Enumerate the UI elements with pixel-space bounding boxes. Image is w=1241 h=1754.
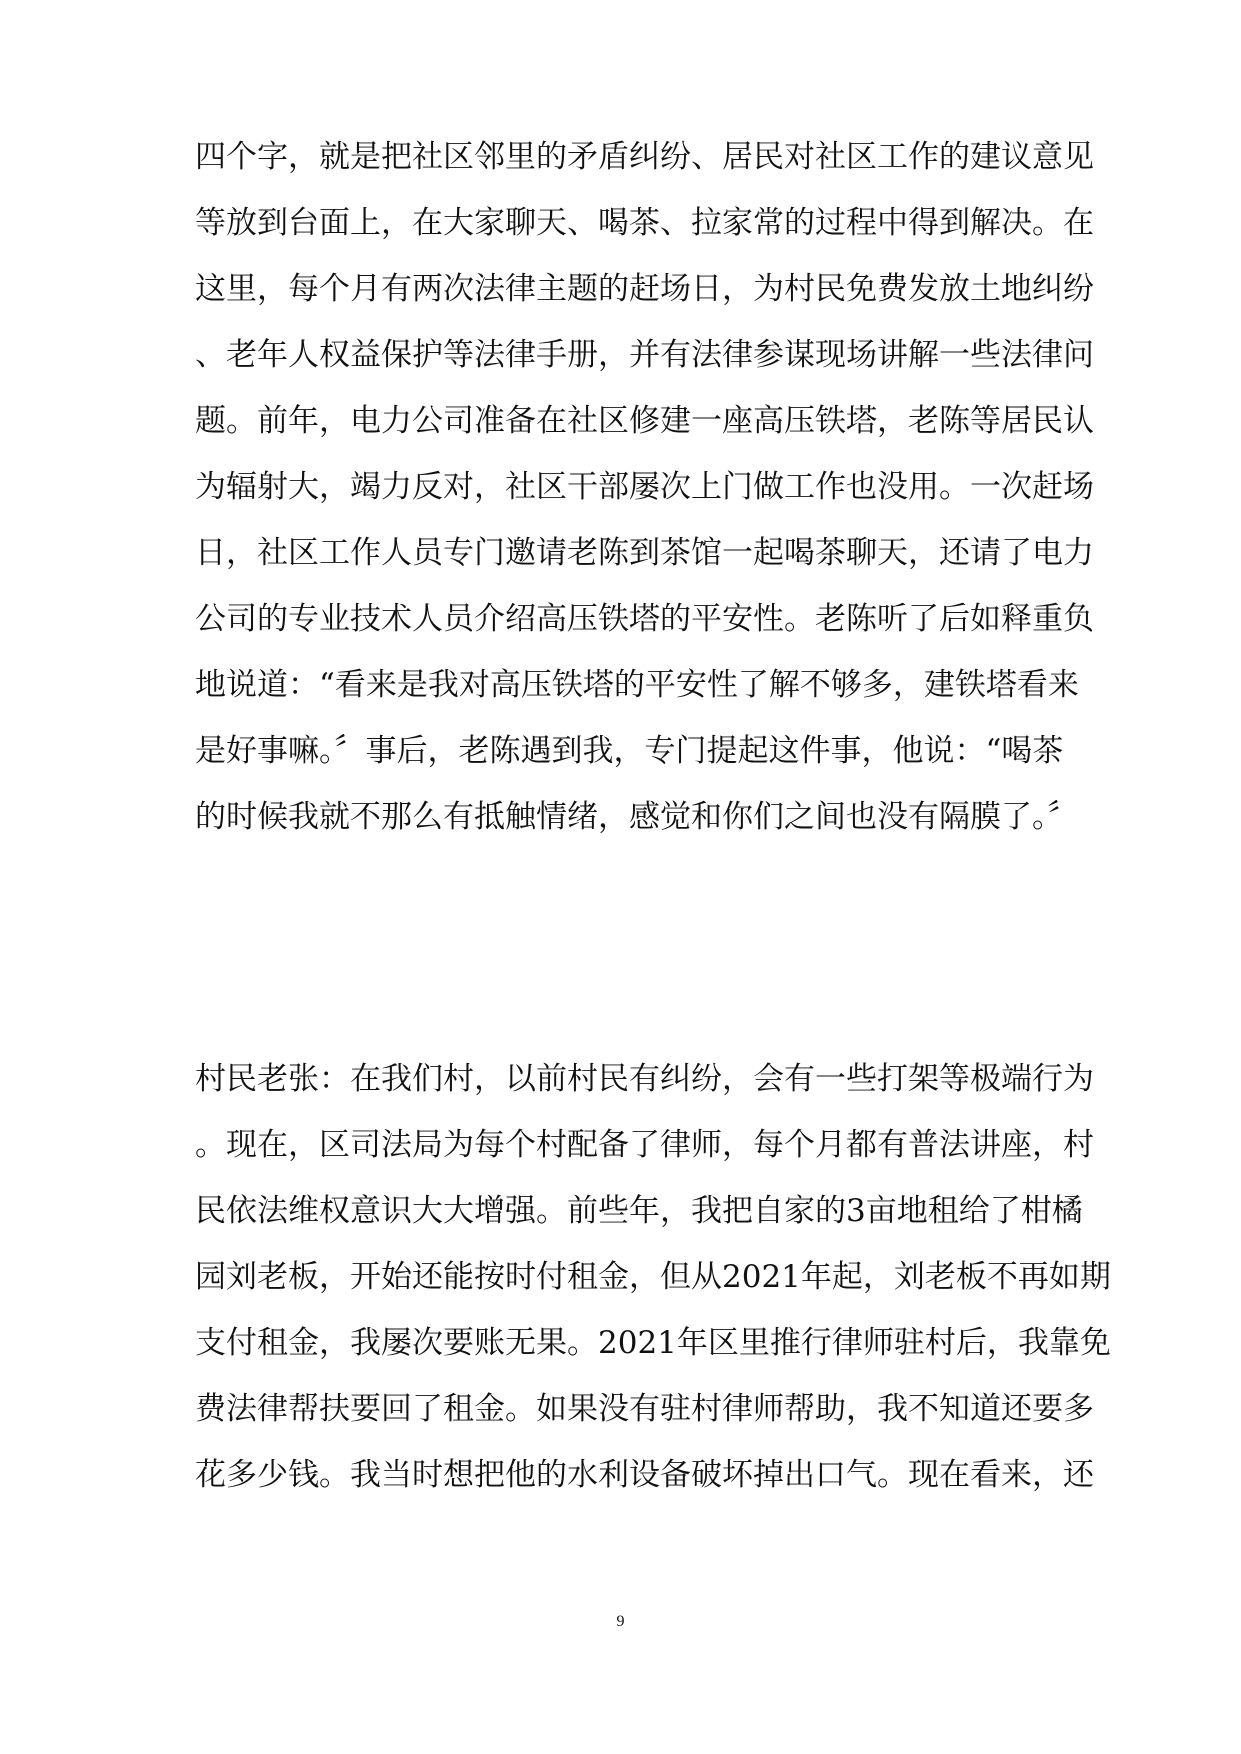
- text-line: 题。前年，电力公司准备在社区修建一座高压铁塔，老陈等居民认: [195, 403, 1094, 439]
- page-number: 9: [616, 1613, 625, 1630]
- text-line: 是好事嘛。〞事后，老陈遇到我，专门提起这件事，他说：“喝茶: [195, 733, 1064, 769]
- text-line: 花多少钱。我当时想把他的水利设备破坏掉出口气。现在看来，还: [195, 1457, 1094, 1493]
- text-line: 地说道：“看来是我对高压铁塔的平安性了解不够多，建铁塔看来: [195, 667, 1079, 703]
- text-line: 的时候我就不那么有抵触情绪，感觉和你们之间也没有隔膜了。〞: [195, 799, 1079, 835]
- text-line: 等放到台面上，在大家聊天、喝茶、拉家常的过程中得到解决。在: [195, 205, 1094, 241]
- text-line: 为辐射大，竭力反对，社区干部屡次上门做工作也没用。一次赶场: [195, 469, 1094, 505]
- text-line: 公司的专业技术人员介绍高压铁塔的平安性。老陈听了后如释重负: [195, 601, 1094, 637]
- text-line: 村民老张：在我们村，以前村民有纠纷，会有一些打架等极端行为: [195, 1061, 1094, 1097]
- text-line: 四个字，就是把社区邻里的矛盾纠纷、居民对社区工作的建议意见: [195, 139, 1094, 175]
- text-line: 日，社区工作人员专门邀请老陈到茶馆一起喝茶聊天，还请了电力: [195, 535, 1094, 571]
- text-line: 费法律帮扶要回了租金。如果没有驻村律师帮助，我不知道还要多: [195, 1391, 1094, 1427]
- text-line: 、老年人权益保护等法律手册，并有法律参谋现场讲解一些法律问: [195, 337, 1094, 373]
- text-line: 这里，每个月有两次法律主题的赶场日，为村民免费发放土地纠纷: [195, 271, 1094, 307]
- text-line: 。现在，区司法局为每个村配备了律师，每个月都有普法讲座，村: [195, 1127, 1094, 1163]
- text-line: 支付租金，我屡次要账无果。2021年区里推行律师驻村后，我靠免: [195, 1325, 1111, 1361]
- text-line: 园刘老板，开始还能按时付租金，但从2021年起，刘老板不再如期: [195, 1259, 1111, 1295]
- text-line: 民依法维权意识大大增强。前些年，我把自家的3亩地租给了柑橘: [195, 1193, 1083, 1229]
